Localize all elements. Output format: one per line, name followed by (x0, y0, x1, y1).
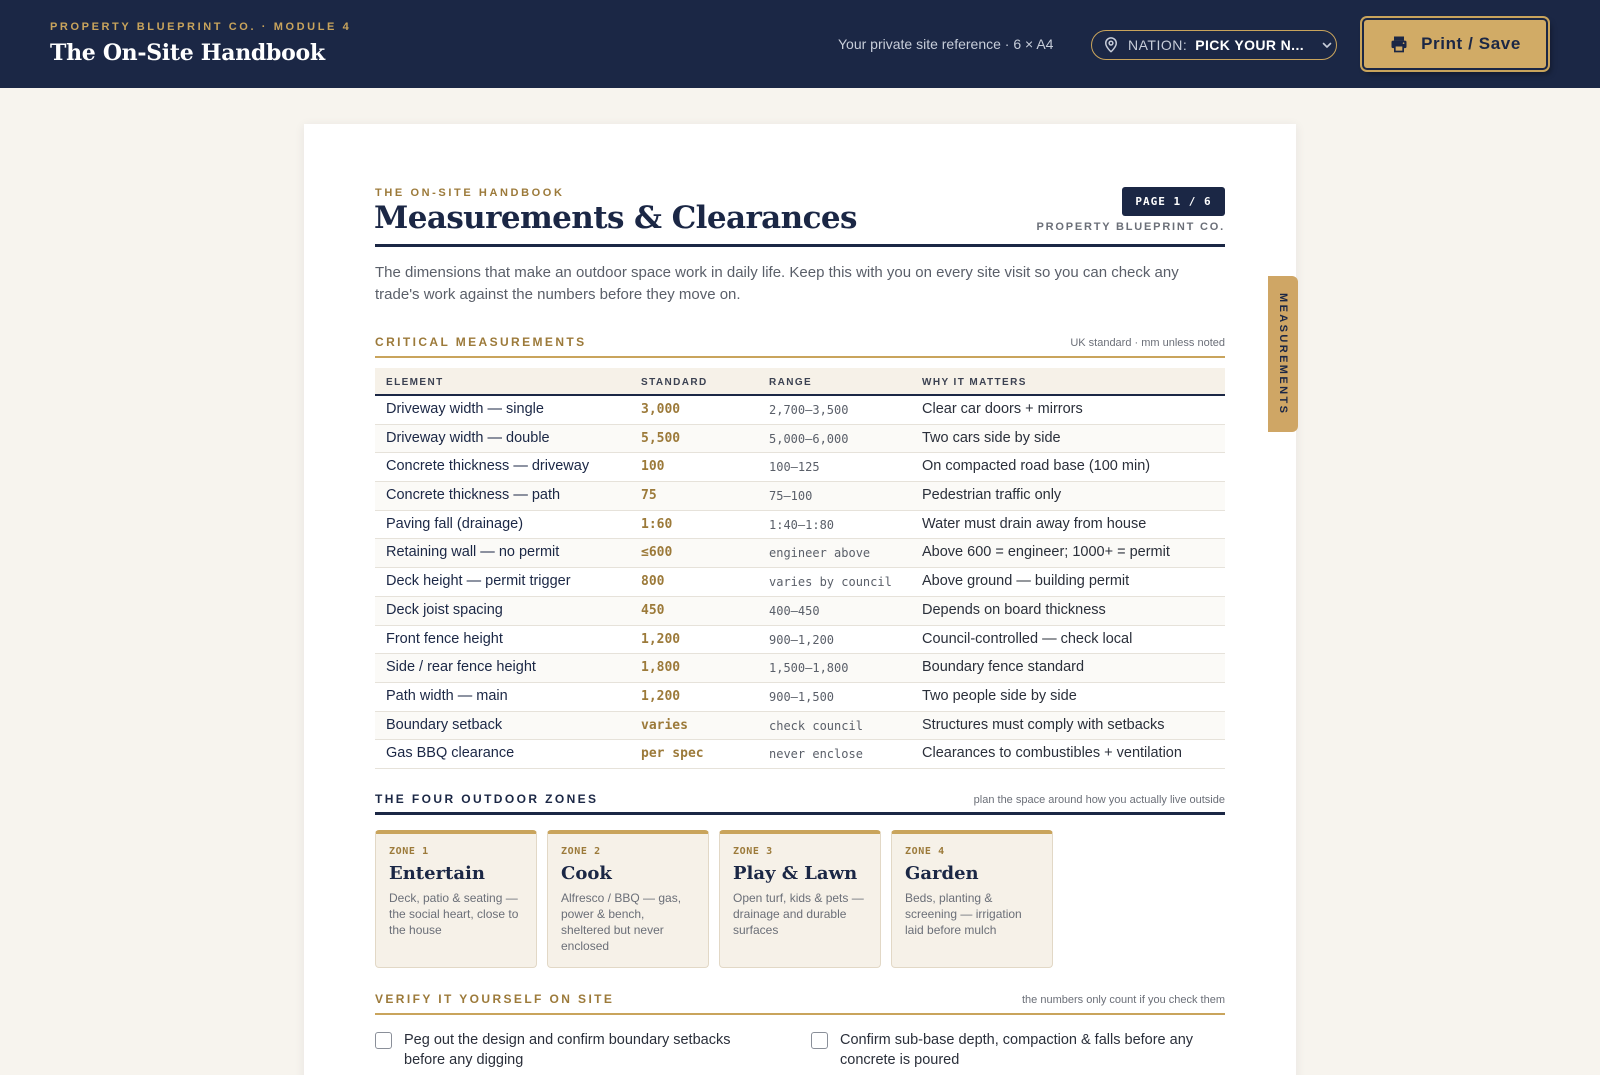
checklist-item[interactable] (375, 1030, 775, 1070)
document-company: PROPERTY BLUEPRINT CO. (1036, 221, 1225, 233)
side-tab-measurements[interactable] (1268, 276, 1298, 432)
cell-why: Above ground — building permit (922, 573, 1130, 590)
column-header-why: WHY IT MATTERS (922, 377, 1027, 388)
table-row (375, 654, 1225, 683)
cell-element: Concrete thickness — driveway (386, 458, 590, 475)
cell-range: 75–100 (769, 489, 813, 504)
cell-standard: 5,500 (641, 430, 681, 446)
zone-card (547, 830, 709, 968)
cell-standard: 75 (641, 488, 657, 504)
cell-standard: 1,200 (641, 631, 681, 647)
zone-description: Alfresco / BBQ — gas, power & bench, sheltered but never enclosed (561, 891, 682, 953)
cell-element: Deck height — permit trigger (386, 573, 571, 590)
cell-why: Pedestrian traffic only (922, 487, 1062, 504)
cell-standard: 800 (641, 574, 665, 590)
zone-name: Play & Lawn (733, 863, 858, 884)
zone-card (719, 830, 881, 968)
cell-standard: ≤600 (641, 545, 673, 561)
document-kicker: THE ON-SITE HANDBOOK (375, 187, 565, 199)
cell-range: 5,000–6,000 (769, 431, 849, 446)
cell-element: Paving fall (drainage) (386, 515, 524, 532)
measurements-note: UK standard · mm unless noted (1070, 337, 1225, 349)
zone-name: Garden (905, 863, 979, 884)
table-row (375, 425, 1225, 454)
verify-divider (375, 1013, 1225, 1015)
cell-range: 900–1,500 (769, 689, 835, 704)
nation-label: NATION: (1128, 37, 1188, 53)
cell-range: 400–450 (769, 603, 820, 618)
cell-range: 1,500–1,800 (769, 661, 849, 676)
checkbox[interactable] (375, 1032, 392, 1049)
cell-why: Clearances to combustibles + ventilation (922, 745, 1182, 762)
checklist-item[interactable] (811, 1030, 1211, 1070)
print-save-label: Print / Save (1421, 34, 1521, 53)
table-row (375, 396, 1225, 425)
cell-standard: 1:60 (641, 516, 673, 532)
cell-range: never enclose (769, 747, 863, 762)
table-body (375, 396, 1225, 769)
cell-why: Boundary fence standard (922, 659, 1085, 676)
cell-element: Side / rear fence height (386, 659, 536, 676)
app-title: The On-Site Handbook (50, 40, 325, 66)
table-row (375, 712, 1225, 741)
zone-number: ZONE 4 (905, 846, 945, 857)
verify-note: the numbers only count if you check them (1022, 994, 1225, 1006)
title-divider (375, 244, 1225, 247)
cell-why: Above 600 = engineer; 1000+ = permit (922, 544, 1170, 561)
side-tab-label: MEASUREMENTS (1277, 292, 1289, 416)
cell-range: check council (769, 718, 863, 733)
cell-standard: varies (641, 717, 688, 733)
cell-element: Driveway width — double (386, 429, 550, 446)
cell-range: 100–125 (769, 460, 820, 475)
checklist-label: Peg out the design and confirm boundary setbacks before any digging (404, 1032, 731, 1068)
checkbox[interactable] (811, 1032, 828, 1049)
cell-element: Front fence height (386, 630, 503, 647)
measurements-divider (375, 356, 1225, 358)
cell-element: Deck joist spacing (386, 601, 503, 618)
cell-standard: 3,000 (641, 402, 681, 417)
zones-heading: THE FOUR OUTDOOR ZONES (375, 792, 599, 806)
cell-range: 2,700–3,500 (769, 403, 849, 417)
cell-why: Two people side by side (922, 687, 1077, 704)
zone-number: ZONE 1 (389, 846, 429, 857)
measurements-table (375, 368, 1225, 769)
brand-kicker: PROPERTY BLUEPRINT CO. · MODULE 4 (50, 21, 352, 33)
document-title: Measurements & Clearances (374, 200, 857, 236)
checklist-label: Confirm sub-base depth, compaction & falls before any concrete is poured (840, 1032, 1194, 1068)
column-header-element: ELEMENT (386, 377, 444, 388)
zone-description: Deck, patio & seating — the social heart, close to the house (389, 891, 519, 937)
map-pin-icon (1102, 36, 1120, 54)
cell-element: Retaining wall — no permit (386, 544, 560, 561)
cell-standard: 100 (641, 459, 665, 475)
table-row (375, 453, 1225, 482)
table-row (375, 683, 1225, 712)
table-row (375, 482, 1225, 511)
site-reference: Your private site reference · 6 × A4 (838, 36, 1054, 52)
column-header-range: RANGE (769, 377, 813, 388)
cell-standard: 1,200 (641, 688, 681, 704)
cell-standard: 450 (641, 602, 665, 618)
print-save-button[interactable] (1362, 18, 1548, 70)
nation-select[interactable] (1091, 30, 1337, 60)
measurements-heading: CRITICAL MEASUREMENTS (375, 335, 587, 349)
zone-description: Beds, planting & screening — irrigation laid before mulch (905, 891, 1022, 937)
zone-number: ZONE 3 (733, 846, 773, 857)
cell-why: On compacted road base (100 min) (922, 458, 1151, 475)
table-row (375, 597, 1225, 626)
cell-element: Driveway width — single (386, 401, 544, 417)
cell-why: Water must drain away from house (922, 515, 1147, 532)
table-row (375, 539, 1225, 568)
zone-name: Entertain (389, 863, 485, 884)
cell-element: Boundary setback (386, 716, 503, 733)
cell-element: Concrete thickness — path (386, 487, 561, 504)
table-header (375, 368, 1225, 396)
zones-divider (375, 812, 1225, 815)
cell-why: Clear car doors + mirrors (922, 401, 1083, 417)
table-row (375, 626, 1225, 655)
cell-element: Gas BBQ clearance (386, 745, 515, 762)
document-intro: The dimensions that make an outdoor space work in daily life. Keep this with you on every site visit so you can check any trade's work against the numbers before they move on. (375, 264, 1179, 303)
table-row (375, 568, 1225, 597)
zone-card (891, 830, 1053, 968)
cell-why: Council-controlled — check local (922, 630, 1133, 647)
zone-number: ZONE 2 (561, 846, 601, 857)
cell-why: Two cars side by side (922, 429, 1061, 446)
chevron-down-icon (1321, 39, 1333, 51)
cell-why: Structures must comply with setbacks (922, 716, 1165, 733)
cell-standard: 1,800 (641, 660, 681, 676)
zone-card (375, 830, 537, 968)
zone-description: Open turf, kids & pets — drainage and durable surfaces (733, 891, 864, 937)
zone-name: Cook (561, 863, 612, 884)
cell-range: engineer above (769, 546, 871, 561)
cell-range: 900–1,200 (769, 632, 835, 647)
cell-standard: per spec (641, 746, 704, 762)
top-bar (0, 0, 1600, 88)
cell-range: varies by council (769, 575, 892, 590)
page-badge: PAGE 1 / 6 (1122, 187, 1225, 216)
cell-range: 1:40–1:80 (769, 517, 835, 532)
cell-element: Path width — main (386, 687, 508, 704)
nation-value: PICK YOUR N... (1195, 37, 1305, 53)
table-row (375, 511, 1225, 540)
verify-heading: VERIFY IT YOURSELF ON SITE (375, 992, 615, 1006)
zones-note: plan the space around how you actually live outside (973, 794, 1225, 806)
table-row (375, 740, 1225, 769)
cell-why: Depends on board thickness (922, 601, 1106, 618)
column-header-standard: STANDARD (641, 377, 708, 388)
printer-icon (1389, 34, 1409, 54)
